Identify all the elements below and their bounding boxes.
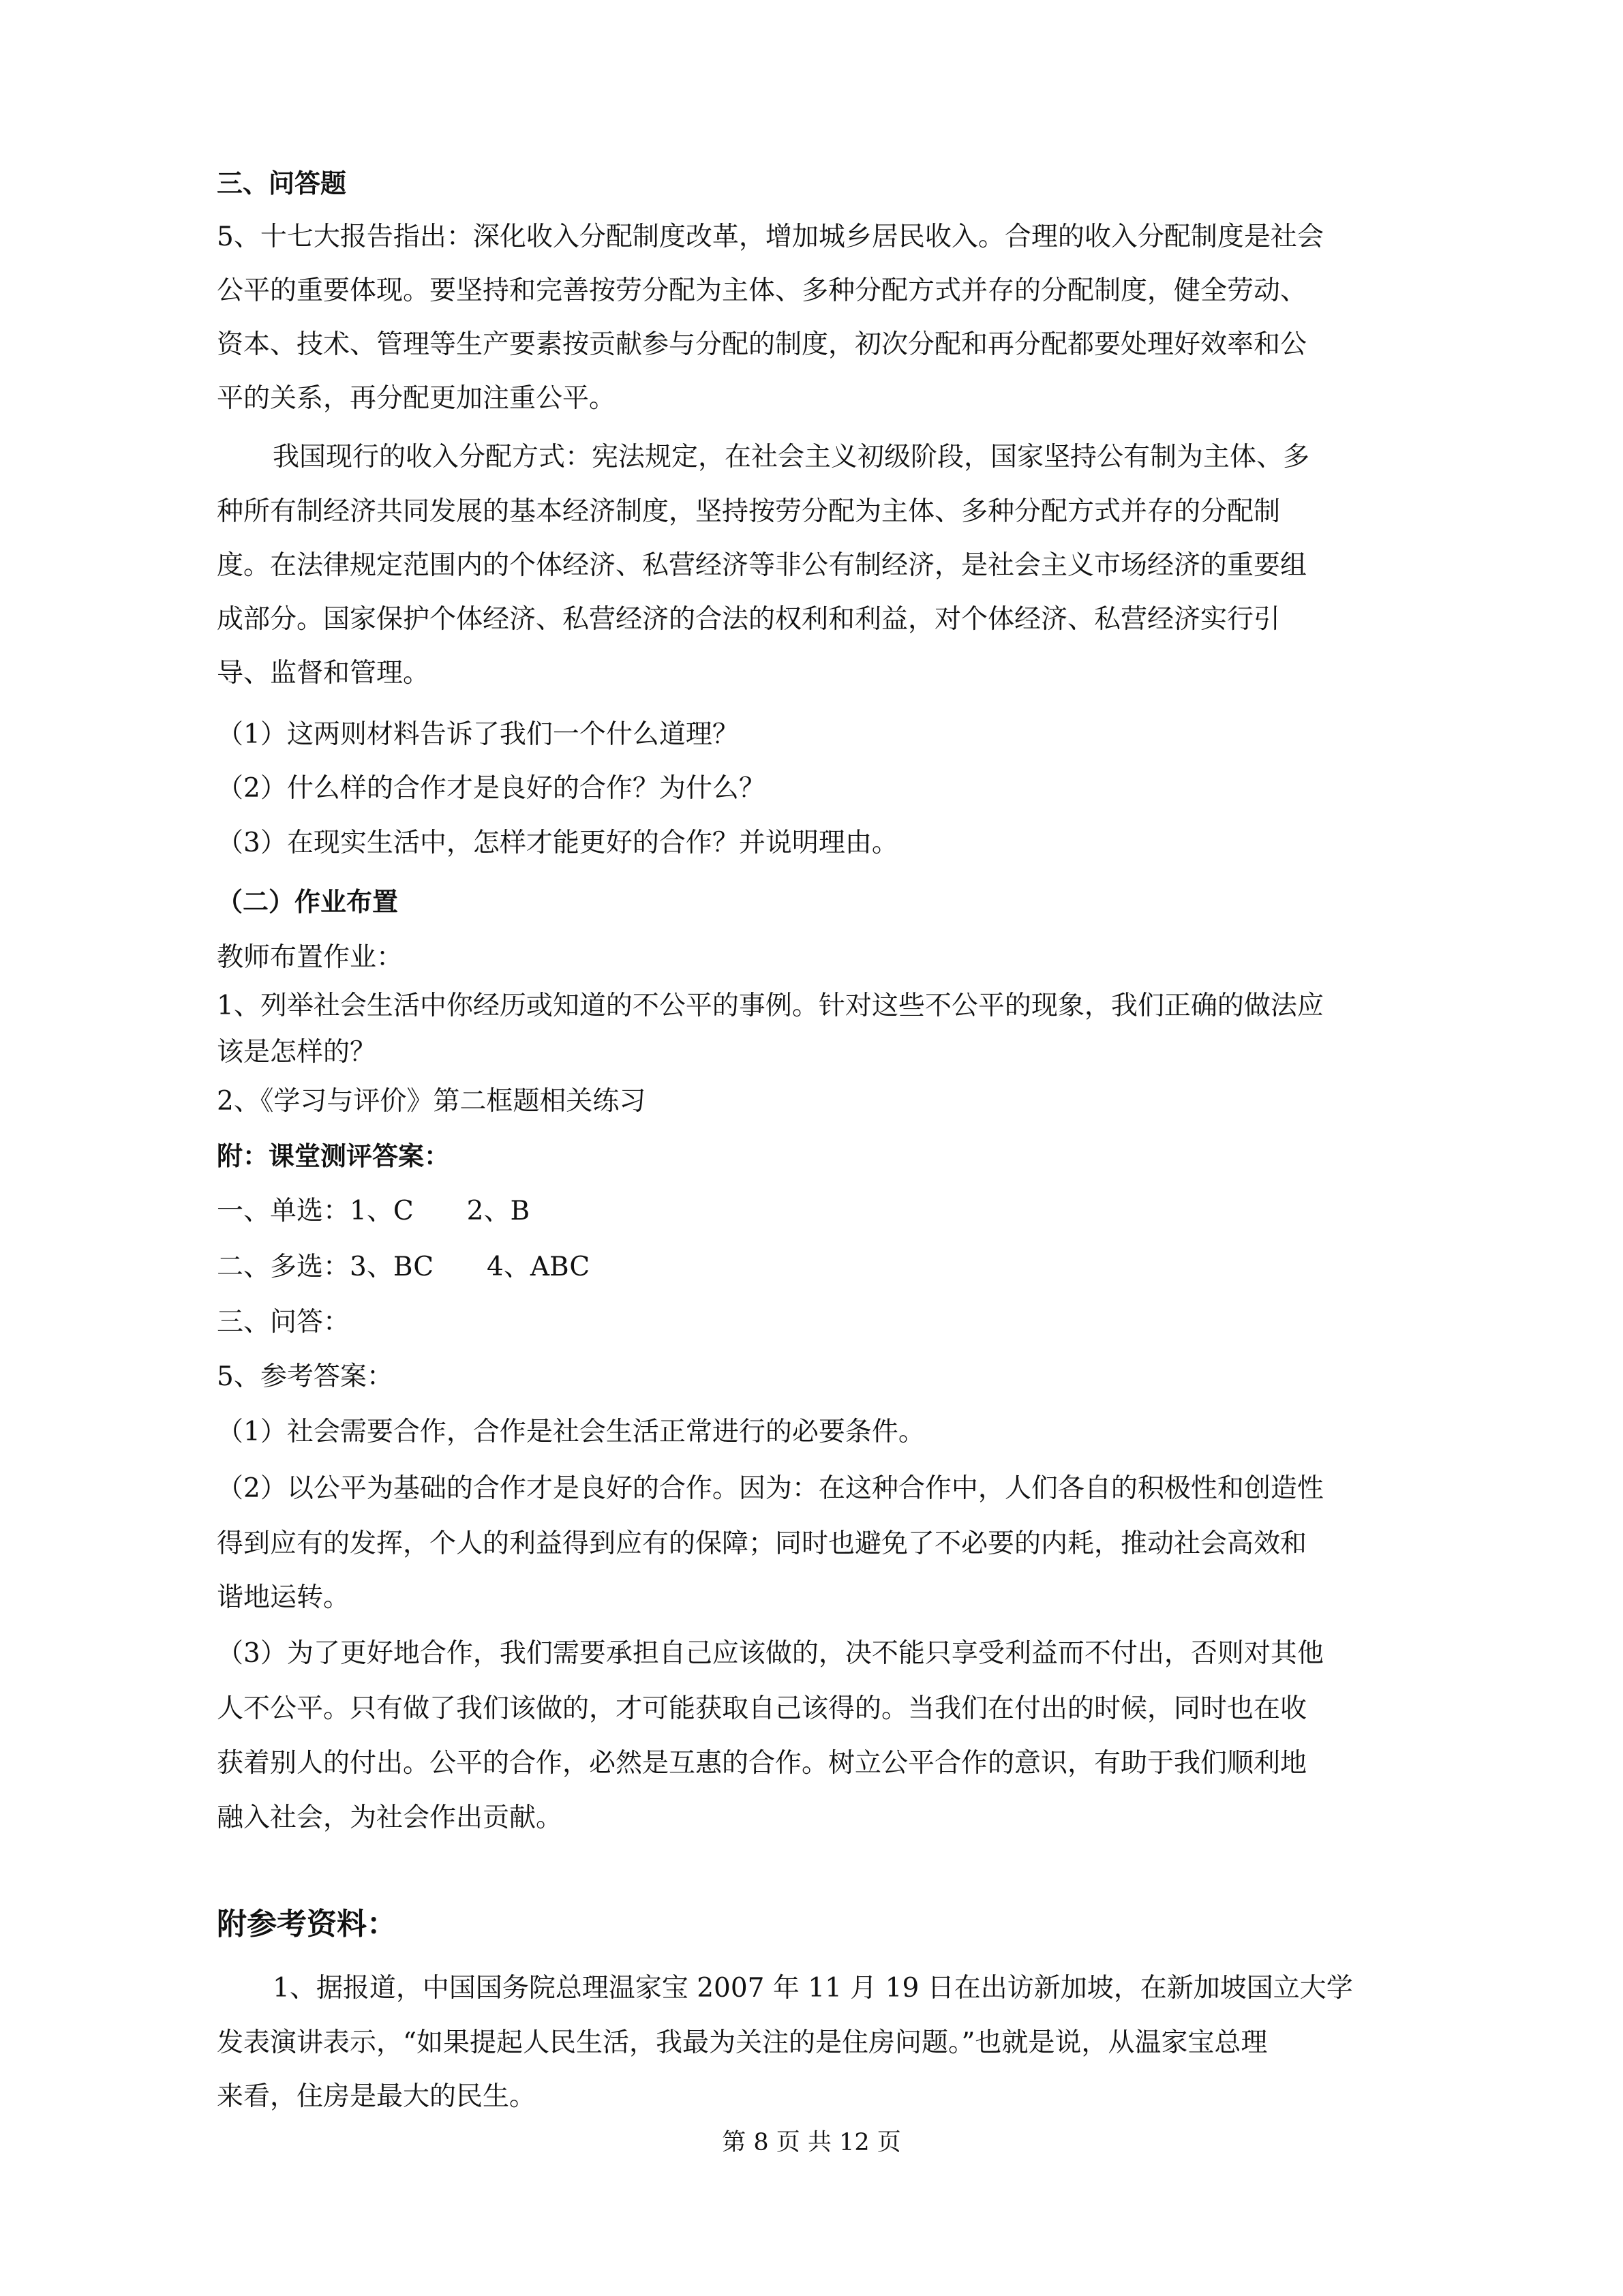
page-footer: 第 8 页 共 12 页 (722, 2129, 901, 2156)
paragraph-line: 成部分。国家保护个体经济、私营经济的合法的权利和利益，对个体经济、私营经济实行引 (217, 604, 1281, 635)
answer-line: （2）以公平为基础的合作才是良好的合作。因为：在这种合作中，人们各自的积极性和创造性 (217, 1473, 1324, 1504)
question-item: （3）在现实生活中，怎样才能更好的合作？并说明理由。 (217, 828, 898, 858)
section-heading-references: 附参考资料： (217, 1907, 397, 1942)
homework-item: 2、《学习与评价》第二框题相关练习 (217, 1086, 646, 1117)
homework-item: 1、列举社会生活中你经历或知道的不公平的事例。针对这些不公平的现象，我们正确的做法应 (217, 991, 1324, 1021)
paragraph-line: 种所有制经济共同发展的基本经济制度，坚持按劳分配为主体、多种分配方式并存的分配制 (217, 496, 1281, 527)
answer-line: （1）社会需要合作，合作是社会生活正常进行的必要条件。 (217, 1417, 925, 1447)
paragraph-line: 平的关系，再分配更加注重公平。 (217, 383, 616, 414)
answer-line: 一、单选：1、C 2、B (217, 1196, 530, 1226)
answer-line: 得到应有的发挥，个人的利益得到应有的保障；同时也避免了不必要的内耗，推动社会高效和 (217, 1528, 1307, 1559)
reference-line: 1、据报道，中国国务院总理温家宝 2007 年 11 月 19 日在出访新加坡，在新加坡国立大学 (273, 1973, 1353, 2004)
reference-line: 发表演讲表示，“如果提起人民生活，我最为关注的是住房问题。”也就是说，从温家宝总理 (217, 2027, 1268, 2058)
paragraph-line: 教师布置作业： (217, 942, 404, 973)
answer-line: 获着别人的付出。公平的合作，必然是互惠的合作。树立公平合作的意识，有助于我们顺利地 (217, 1748, 1307, 1779)
paragraph-line: 5、十七大报告指出：深化收入分配制度改革，增加城乡居民收入。合理的收入分配制度是社会 (217, 222, 1324, 252)
paragraph-line: 我国现行的收入分配方式：宪法规定，在社会主义初级阶段，国家坚持公有制为主体、多 (273, 442, 1310, 472)
answer-line: 三、问答： (217, 1307, 350, 1338)
answer-line: 二、多选：3、BC 4、ABC (217, 1252, 590, 1282)
homework-item: 该是怎样的？ (217, 1037, 377, 1068)
paragraph-line: 公平的重要体现。要坚持和完善按劳分配为主体、多种分配方式并存的分配制度，健全劳动、 (217, 275, 1307, 306)
paragraph-line: 导、监督和管理。 (217, 658, 430, 689)
answer-line: 谐地运转。 (217, 1582, 350, 1613)
answer-line: 5、参考答案： (217, 1361, 393, 1392)
answer-line: 人不公平。只有做了我们该做的，才可能获取自己该得的。当我们在付出的时候，同时也在收 (217, 1693, 1307, 1724)
answer-line: 融入社会，为社会作出贡献。 (217, 1802, 563, 1833)
section-heading-qa: 三、问答题 (217, 168, 347, 198)
answer-line: （3）为了更好地合作，我们需要承担自己应该做的，决不能只享受利益而不付出，否则对其他 (217, 1638, 1324, 1669)
paragraph-line: 资本、技术、管理等生产要素按贡献参与分配的制度，初次分配和再分配都要处理好效率和公 (217, 329, 1307, 360)
paragraph-line: 度。在法律规定范围内的个体经济、私营经济等非公有制经济，是社会主义市场经济的重要组 (217, 550, 1307, 581)
section-heading-homework: （二）作业布置 (217, 887, 399, 917)
section-heading-answers: 附：课堂测评答案： (217, 1141, 451, 1171)
reference-line: 来看，住房是最大的民生。 (217, 2081, 536, 2112)
question-item: （1）这两则材料告诉了我们一个什么道理？ (217, 719, 739, 750)
question-item: （2）什么样的合作才是良好的合作？为什么？ (217, 773, 765, 804)
